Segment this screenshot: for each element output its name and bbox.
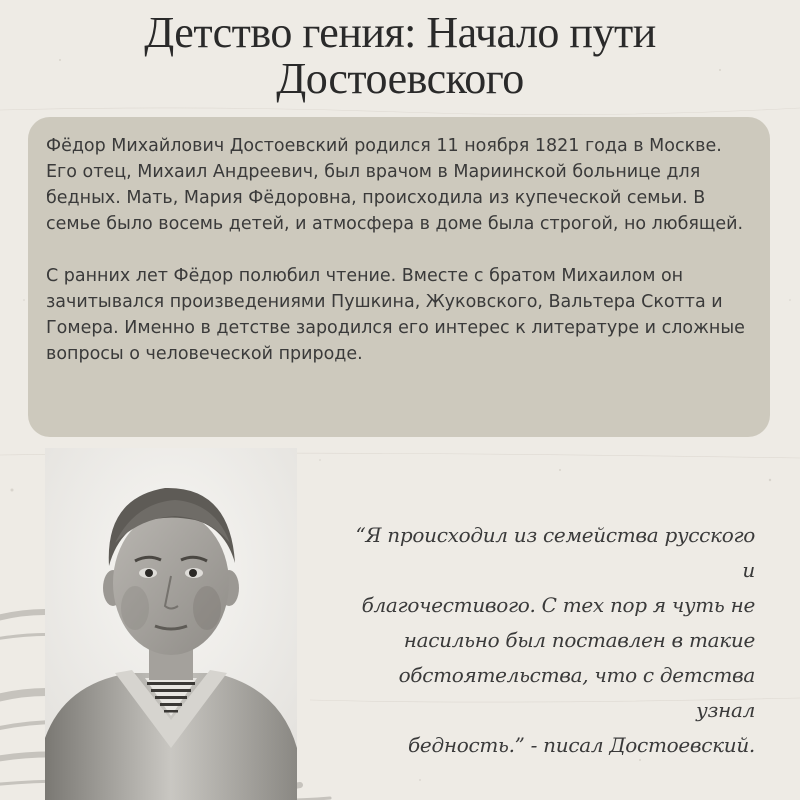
page-title-line2: Достоевского — [276, 54, 524, 103]
biography-card — [28, 117, 770, 437]
page-title — [0, 10, 800, 102]
childhood-portrait-photo — [45, 448, 297, 800]
biography-paragraph-1: Фёдор Михайлович Достоевский родился 11 ноября 1821 года в Москве. Его отец, Михаил Андреевич, был врачом в Мариинской больнице для бедных. Мать, Мария Фёдоровна, происходила из купеческой семьи. В семье было восемь детей, и атмосфера в доме была строгой, но любящей. — [46, 136, 744, 234]
page-title-line1: Детство гения: Начало пути — [144, 8, 656, 57]
quote-line: благочестивого. С тех пор я чуть не — [361, 593, 755, 617]
dostoevsky-quote — [350, 518, 755, 763]
quote-line: “Я происходил из семейства русского и — [355, 523, 755, 582]
biography-paragraph-2: С ранних лет Фёдор полюбил чтение. Вместе с братом Михаилом он зачитывался произведениями Пушкина, Жуковского, Вальтера Скотта и Гомера. Именно в детстве зародился его интерес к литературе и сложные вопросы о человеческой природе. — [46, 266, 745, 364]
quote-line: бедность.” - писал Достоевский. — [408, 733, 755, 757]
quote-line: насильно был поставлен в такие — [403, 628, 755, 652]
quote-line: обстоятельства, что с детства узнал — [398, 663, 755, 722]
